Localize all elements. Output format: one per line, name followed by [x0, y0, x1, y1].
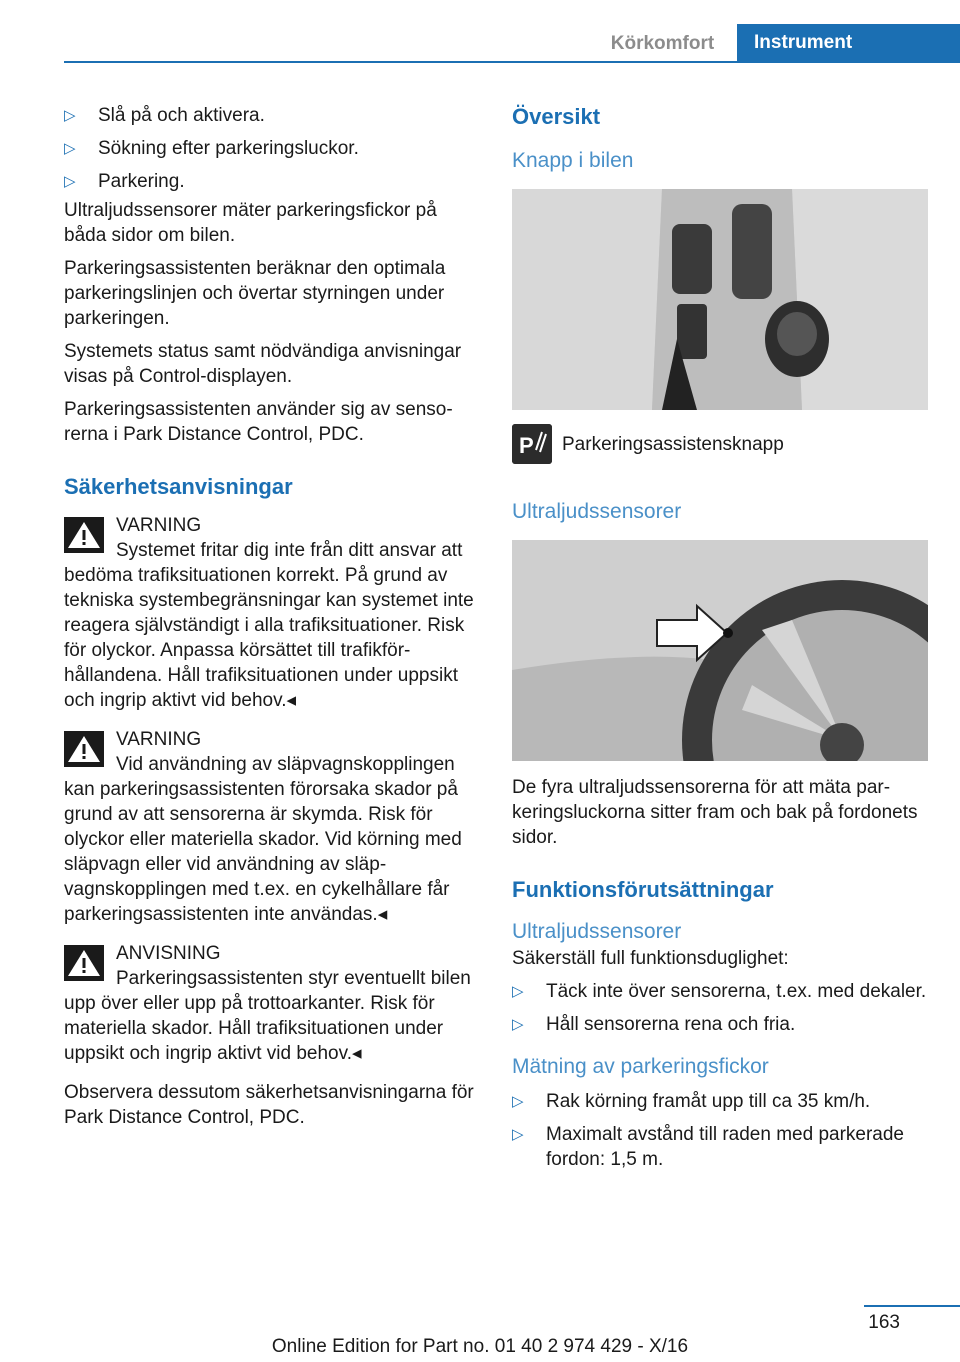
page-number: 163: [868, 1312, 900, 1333]
warning-box: [64, 727, 484, 927]
center-console-illustration: [512, 189, 928, 410]
header-tab-instrument[interactable]: Instrument: [737, 24, 960, 62]
warning-box: [64, 513, 484, 713]
warning-text: Vid användning av släpvagnskopplingen kan parkeringsassistenten förorsaka skador på grund av att sensorerna är skymda. Risk för olyckor eller materiella skador. Vid körning med släpvagn eller vid användning av släpvagnskopplingen med t.ex. en cykelhållare får parkeringsassistenten inte användas.◂: [64, 754, 462, 925]
notice-box: [64, 941, 484, 1066]
list-item: ▷ Sökning efter parkeringsluckor.: [64, 138, 359, 159]
triangle-right-icon: ▷: [64, 140, 76, 157]
section-heading-safety: Säkerhetsanvisningar: [64, 474, 293, 499]
list-item: ▷ Slå på och aktivera.: [64, 105, 265, 126]
button-legend: [512, 424, 930, 464]
paragraph: Observera dessutom säkerhetsanvisningarna för Park Distance Control, PDC.: [64, 1082, 474, 1128]
triangle-right-icon: ▷: [64, 107, 76, 124]
list-item: ▷ Täck inte över sensorerna, t.ex. med dekaler.: [512, 981, 927, 1002]
subheading-sensors: Ultraljudssensorer: [512, 500, 682, 523]
wheel-sensor-illustration: [512, 540, 928, 761]
header-rule: [64, 61, 960, 63]
warning-triangle-icon: [64, 945, 104, 981]
edition-note: Online Edition for Part no. 01 40 2 974 429 - X/16: [271, 1336, 689, 1357]
triangle-right-icon: ▷: [512, 1016, 524, 1033]
section-heading-overview: Översikt: [512, 104, 601, 129]
subheading-measurement: Mätning av parkeringsfickor: [512, 1055, 769, 1078]
svg-text:P: P: [519, 433, 534, 458]
center-console-photo: [512, 189, 928, 410]
footer-rule: [864, 1305, 960, 1307]
list-item: ▷ Rak körning framåt upp till ca 35 km/h.: [512, 1091, 871, 1112]
left-column: [64, 103, 484, 1138]
paragraph: Säkerställ full funktionsduglighet:: [512, 948, 789, 969]
subheading-sensors-2: Ultraljudssensorer: [512, 920, 682, 943]
paragraph: Systemets status samt nödvändiga anvisningar visas på Control-displayen.: [64, 341, 462, 387]
list-item: ▷ Parkering.: [64, 171, 185, 192]
list-item: ▷ Håll sensorerna rena och fria.: [512, 1014, 796, 1035]
triangle-right-icon: ▷: [512, 983, 524, 1000]
wheel-sensor-photo: [512, 540, 928, 761]
right-column: [512, 103, 930, 1180]
section-heading-prerequisites: Funktionsförutsättningar: [512, 877, 774, 902]
paragraph: Ultraljudssensorer mäter parkeringsfickor på båda sidor om bilen.: [64, 200, 437, 246]
triangle-right-icon: ▷: [64, 173, 76, 190]
warning-text: Systemet fritar dig inte från ditt ansvar att bedöma trafiksituationen korrekt. På grund av tekniska systembegränsningar kan systemet inte reagera självständigt i alla trafiksituationer. Risk för olyckor. Anpassa körsättet till trafikförhållandena. Håll trafiksituationen under uppsikt och ingrip aktivt vid behov.◂: [64, 540, 474, 711]
paragraph: Parkeringsassistenten använder sig av sensorerna i Park Distance Control, PDC.: [64, 399, 453, 445]
warning-label: VARNING: [116, 729, 202, 750]
triangle-right-icon: ▷: [512, 1093, 524, 1110]
triangle-right-icon: ▷: [512, 1126, 524, 1143]
warning-triangle-icon: [64, 731, 104, 767]
notice-label: ANVISNING: [116, 943, 221, 964]
warning-triangle-icon: [64, 517, 104, 553]
parking-assist-icon: [512, 424, 552, 464]
warning-label: VARNING: [116, 515, 202, 536]
notice-text: Parkeringsassistenten styr eventuellt bilen upp över eller upp på trottoarkanter. Risk för materiella skador. Håll trafiksituationen under uppsikt och ingrip aktivt vid behov.◂: [64, 968, 471, 1064]
list-item: ▷ Maximalt avstånd till raden med parkerade fordon: 1,5 m.: [512, 1124, 905, 1170]
button-caption: Parkeringsassistensknapp: [562, 433, 784, 455]
paragraph: De fyra ultraljudssensorerna för att mäta parkeringsluckorna sitter fram och bak på fordonets sidor.: [512, 777, 918, 848]
paragraph: Parkeringsassistenten beräknar den optimala parkeringslinjen och övertar styrningen under parkeringen.: [64, 258, 446, 329]
subheading-button: Knapp i bilen: [512, 149, 634, 172]
header-tab-korkomfort[interactable]: Körkomfort: [610, 33, 715, 54]
